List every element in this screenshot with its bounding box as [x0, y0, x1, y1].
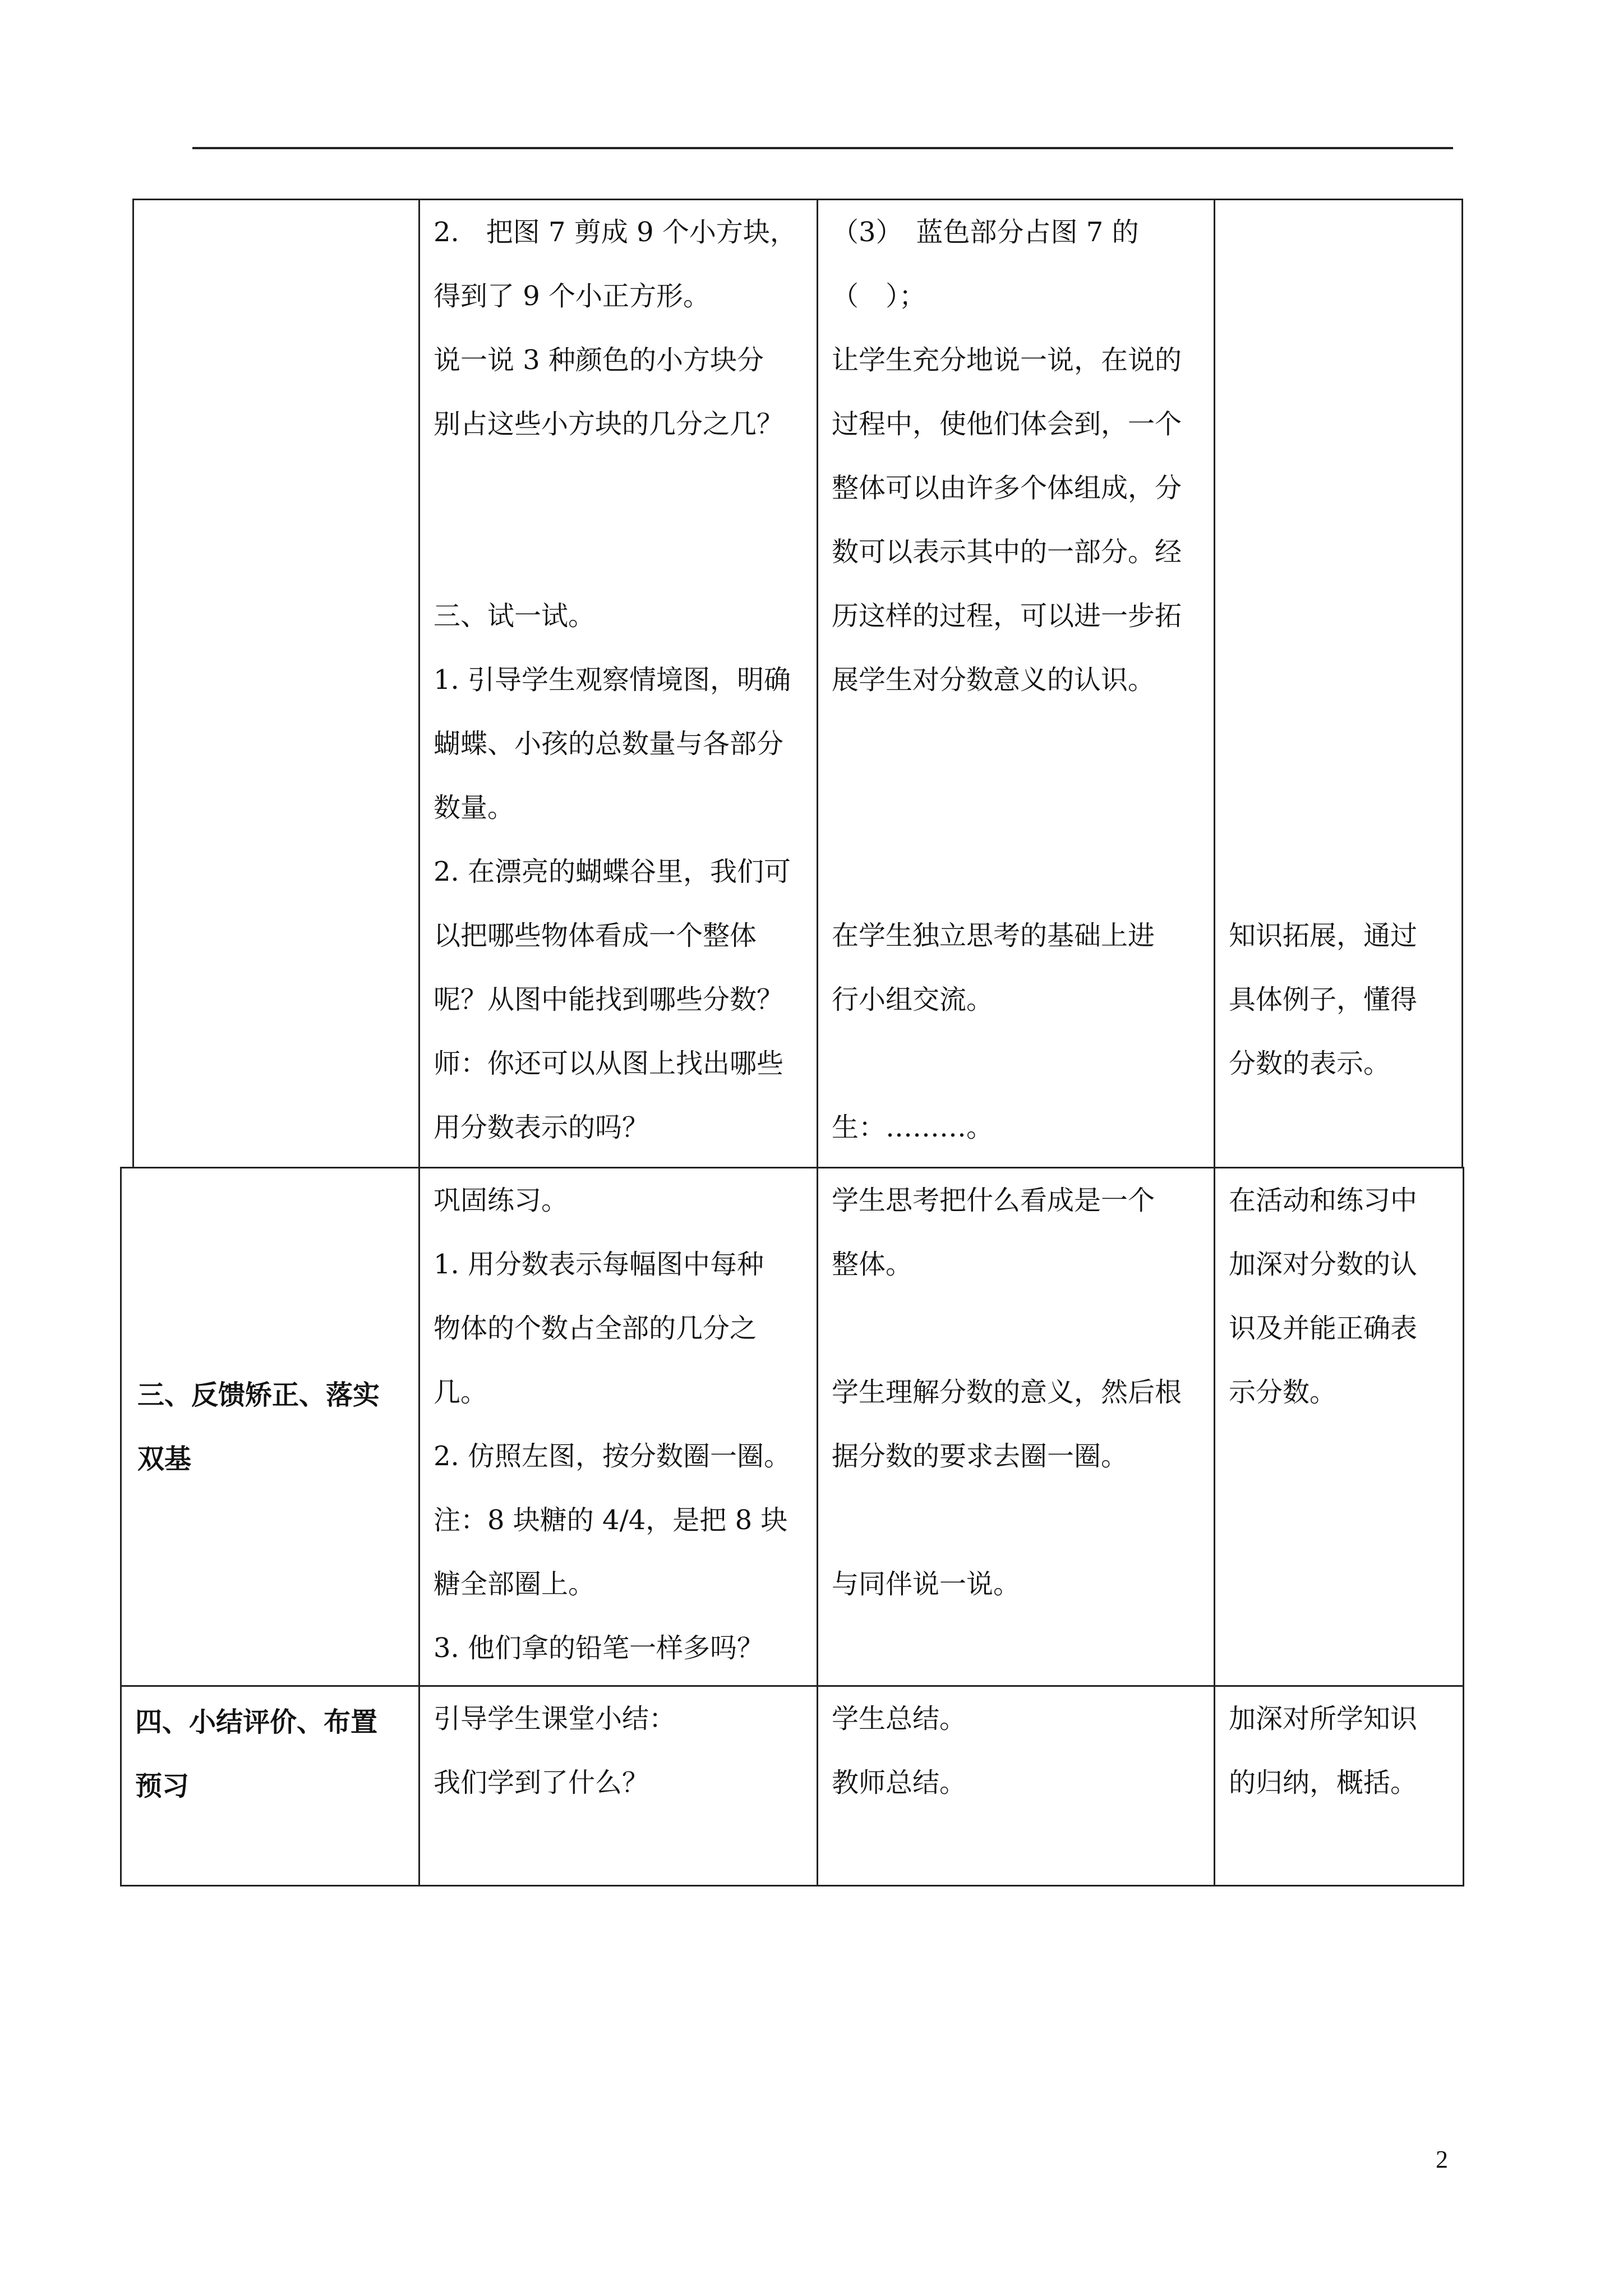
text-line: 历这样的过程，可以进一步拓 [832, 600, 1182, 632]
text-line: 学生理解分数的意义，然后根 [832, 1377, 1182, 1408]
text-line: 在活动和练习中 [1229, 1185, 1418, 1216]
text-line: 注：8 块糖的 4/4，是把 8 块 [434, 1504, 788, 1536]
text-line: 我们学到了什么？ [434, 1767, 649, 1798]
design-purpose-cell [1215, 1686, 1464, 1886]
text-line: 整体。 [832, 1249, 913, 1280]
text-line: 用分数表示的吗？ [434, 1112, 649, 1143]
text-line: 生：………。 [832, 1112, 994, 1143]
text-line: 引导学生课堂小结： [434, 1703, 676, 1734]
text-line: 2. 在漂亮的蝴蝶谷里，我们可 [434, 856, 791, 887]
teacher-activity-cell [419, 200, 818, 1168]
text-line: 据分数的要求去圈一圈。 [832, 1441, 1128, 1472]
text-line: （ ）； [832, 280, 926, 312]
text-line: 加深对分数的认 [1229, 1249, 1418, 1280]
text-line: 数量。 [434, 792, 515, 823]
text-line: 数可以表示其中的一部分。经 [832, 536, 1182, 568]
student-activity-cell [818, 200, 1215, 1168]
teacher-activity-cell [419, 1686, 818, 1886]
text-line: 加深对所学知识 [1229, 1703, 1418, 1734]
text-line: 几。 [434, 1377, 488, 1408]
text-line: 整体可以由许多个体组成，分 [832, 472, 1182, 504]
header-rule [192, 147, 1453, 149]
text-line: 让学生充分地说一说，在说的 [832, 344, 1182, 376]
text-line: 2. 仿照左图，按分数圈一圈。 [434, 1441, 791, 1472]
text-line: 分数的表示。 [1229, 1048, 1391, 1079]
design-purpose-cell [1215, 1168, 1464, 1686]
design-purpose-cell [1215, 200, 1463, 1168]
text-line: 学生思考把什么看成是一个 [832, 1185, 1155, 1216]
text-line: 学生总结。 [832, 1703, 967, 1734]
text-line: 别占这些小方块的几分之几？ [434, 408, 784, 440]
text-line: 蝴蝶、小孩的总数量与各部分 [434, 728, 784, 760]
text-line: 教师总结。 [832, 1767, 967, 1798]
stage-title-line: 预习 [135, 1770, 190, 1802]
text-line: 3. 他们拿的铅笔一样多吗？ [434, 1632, 764, 1664]
text-line: 行小组交流。 [832, 984, 994, 1015]
text-line: 知识拓展，通过 [1229, 920, 1418, 951]
stage-cell-summary [121, 1686, 419, 1886]
text-line: 物体的个数占全部的几分之 [434, 1313, 757, 1344]
text-line: 展学生对分数意义的认识。 [832, 664, 1155, 696]
text-line: 2. 把图 7 剪成 9 个小方块， [434, 217, 797, 248]
text-line: 巩固练习。 [434, 1185, 569, 1216]
page-number: 2 [1436, 2146, 1448, 2173]
text-line: 得到了 9 个小正方形。 [434, 280, 711, 312]
stage-title-line: 四、小结评价、布置 [135, 1706, 378, 1738]
text-line: 说一说 3 种颜色的小方块分 [434, 344, 764, 376]
text-line: 与同伴说一说。 [832, 1568, 1021, 1600]
lower-lesson-table [120, 1167, 1464, 1887]
text-line: 示分数。 [1229, 1377, 1337, 1408]
text-line: 在学生独立思考的基础上进 [832, 920, 1155, 951]
text-line: 糖全部圈上。 [434, 1568, 596, 1600]
text-line: 的归纳，概括。 [1229, 1767, 1418, 1798]
stage-cell-feedback [121, 1168, 419, 1686]
text-line: （3） 蓝色部分占图 7 的 [832, 217, 1139, 248]
text-line: 1. 引导学生观察情境图，明确 [434, 664, 791, 696]
stage-title-line: 三、反馈矫正、落实 [137, 1379, 380, 1411]
text-line: 过程中，使他们体会到，一个 [832, 408, 1182, 440]
text-line: 呢？从图中能找到哪些分数？ [434, 984, 784, 1015]
stage-cell-empty [133, 200, 419, 1168]
student-activity-cell [818, 1168, 1215, 1686]
text-line: 识及并能正确表 [1229, 1313, 1418, 1344]
text-line: 具体例子，懂得 [1229, 984, 1418, 1015]
teacher-activity-cell [419, 1168, 818, 1686]
text-line: 师：你还可以从图上找出哪些 [434, 1048, 784, 1079]
upper-lesson-table [132, 199, 1463, 1168]
student-activity-cell [818, 1686, 1215, 1886]
text-line: 三、试一试。 [434, 600, 596, 632]
text-line: 1. 用分数表示每幅图中每种 [434, 1249, 764, 1280]
text-line: 以把哪些物体看成一个整体 [434, 920, 757, 951]
stage-title-line: 双基 [137, 1443, 192, 1475]
